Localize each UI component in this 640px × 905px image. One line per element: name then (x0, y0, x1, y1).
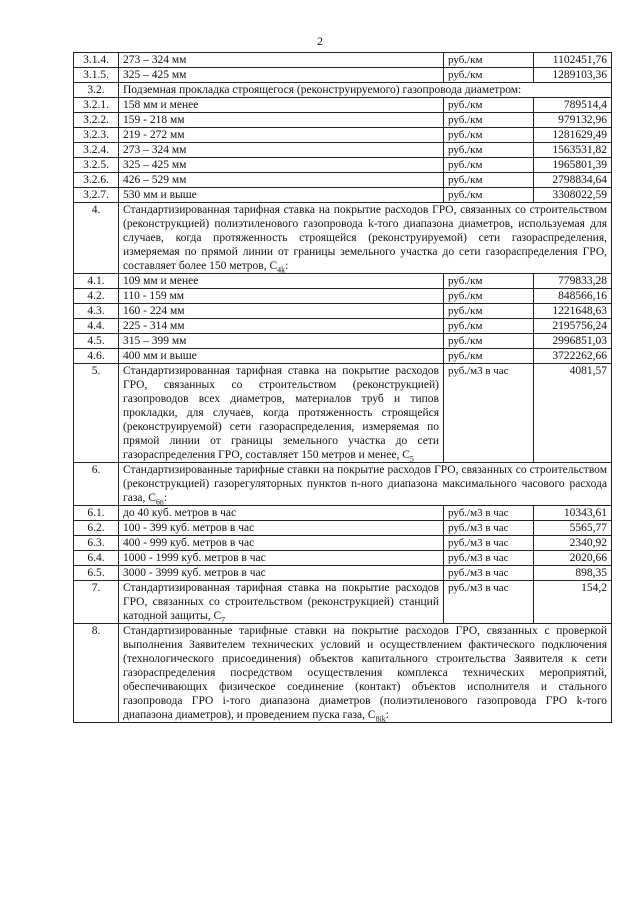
row-value: 4081,57 (534, 364, 612, 463)
table-row (74, 521, 612, 536)
row-number: 4.6. (74, 349, 119, 364)
section-row-7 (74, 581, 612, 624)
table-row (74, 274, 612, 289)
table-row (74, 128, 612, 143)
row-number: 3.2.6. (74, 173, 119, 188)
row-unit: руб./км (444, 349, 534, 364)
rate-symbol-subscript: 7 (221, 615, 226, 625)
row-unit: руб./км (444, 334, 534, 349)
section-row-6 (74, 463, 612, 506)
row-value: 2996851,03 (534, 334, 612, 349)
row-name: 400 мм и выше (119, 349, 444, 364)
row-name: 426 – 529 мм (119, 173, 444, 188)
section-number: 5. (74, 364, 119, 463)
row-unit: руб./м3 в час (444, 536, 534, 551)
row-unit: руб./км (444, 188, 534, 203)
table-row (74, 188, 612, 203)
table-row (74, 304, 612, 319)
row-name: 109 мм и менее (119, 274, 444, 289)
table-row (74, 536, 612, 551)
table-row (74, 566, 612, 581)
section-text: Стандартизированные тарифные ставки на покрытие расходов ГРО, связанных с проверкой выполнения Заявителем технических условий и осуществлением фактического подключения (технологического присоединения) объектов капитального строительства Заявителя к сети газораспределения посредством осуществления комплекса технических мероприятий, обеспечивающих физическое соединение (контакт) объектов исполнителя и стального газопровода ГРО i-того диапазона диаметров (полиэтиленового газопровода ГРО k-того диапазона диаметров), и проведением пуска газа, С (123, 625, 607, 721)
row-value: 2340,92 (534, 536, 612, 551)
row-value: 1563531,82 (534, 143, 612, 158)
section-number: 6. (74, 463, 119, 506)
table-row (74, 158, 612, 173)
row-name: 110 - 159 мм (119, 289, 444, 304)
section-suffix: : (385, 709, 389, 721)
row-unit: руб./км (444, 304, 534, 319)
section-row-4 (74, 203, 612, 274)
row-unit: руб./км (444, 289, 534, 304)
rate-symbol-subscript: 6n (155, 497, 164, 507)
table-row (74, 289, 612, 304)
row-unit: руб./м3 в час (444, 566, 534, 581)
row-value: 1281629,49 (534, 128, 612, 143)
section-paragraph (119, 203, 612, 274)
row-value: 1965801,39 (534, 158, 612, 173)
row-value: 1221648,63 (534, 304, 612, 319)
row-number: 4.5. (74, 334, 119, 349)
row-value: 1289103,36 (534, 68, 612, 83)
row-number: 3.2.7. (74, 188, 119, 203)
row-name: 3000 - 3999 куб. метров в час (119, 566, 444, 581)
row-value: 3308022,59 (534, 188, 612, 203)
row-value: 1102451,76 (534, 53, 612, 68)
section-paragraph (119, 581, 444, 624)
table-row (74, 506, 612, 521)
row-unit: руб./км (444, 158, 534, 173)
section-number: 8. (74, 624, 119, 723)
table-row (74, 334, 612, 349)
row-value: 848566,16 (534, 289, 612, 304)
rate-symbol-subscript: 5 (409, 454, 414, 464)
row-unit: руб./км (444, 274, 534, 289)
section-suffix: : (163, 492, 168, 504)
section-text: Стандартизированная тарифная ставка на покрытие расходов ГРО, связанных со строительством (реконструкцией) полиэтиленового газопровода k-того диапазона диаметров, используемая для случаев, когда протяженность строящейся (реконструируемой) сети газораспределения, измеряемая по прямой линии от границы земельного участка до сети газораспределения ГРО, составляет более 150 метров, С (123, 204, 607, 272)
section-paragraph (119, 463, 612, 506)
row-name: 1000 - 1999 куб. метров в час (119, 551, 444, 566)
table-row (74, 113, 612, 128)
row-value: 779833,28 (534, 274, 612, 289)
row-number: 3.1.4. (74, 53, 119, 68)
row-name: 225 - 314 мм (119, 319, 444, 334)
row-number: 6.5. (74, 566, 119, 581)
row-unit: руб./м3 в час (444, 521, 534, 536)
row-name: 400 - 999 куб. метров в час (119, 536, 444, 551)
row-name: 273 – 324 мм (119, 143, 444, 158)
section-row-5 (74, 364, 612, 463)
row-number: 3.2.3. (74, 128, 119, 143)
row-unit: руб./км (444, 319, 534, 334)
page-number: 2 (317, 34, 323, 48)
section-number: 4. (74, 203, 119, 274)
section-paragraph (119, 624, 612, 723)
section-text: Стандартизированные тарифные ставки на покрытие расходов ГРО, связанных со строительством (реконструкцией) газорегуляторных пунктов n-ного диапазона максимального часового расхода газа, С (123, 464, 607, 504)
section-row-8 (74, 624, 612, 723)
row-number: 3.2.5. (74, 158, 119, 173)
row-name: 160 - 224 мм (119, 304, 444, 319)
section-text: Стандартизированная тарифная ставка на покрытие расходов ГРО, связанных со строительством (реконструкцией) станций катодной защиты, С (123, 582, 439, 622)
row-name: 219 - 272 мм (119, 128, 444, 143)
row-value: 10343,61 (534, 506, 612, 521)
row-name: 530 мм и выше (119, 188, 444, 203)
table-row (74, 349, 612, 364)
row-name: до 40 куб. метров в час (119, 506, 444, 521)
section-row-3-2 (74, 83, 612, 98)
section-paragraph (119, 364, 444, 463)
row-value: 2195756,24 (534, 319, 612, 334)
table-row (74, 319, 612, 334)
row-number: 6.3. (74, 536, 119, 551)
row-name: 325 – 425 мм (119, 158, 444, 173)
row-value: 2020,66 (534, 551, 612, 566)
row-number: 3.2.4. (74, 143, 119, 158)
row-unit: руб./км (444, 113, 534, 128)
table-row (74, 98, 612, 113)
row-value: 2798834,64 (534, 173, 612, 188)
row-value: 898,35 (534, 566, 612, 581)
row-value: 5565,77 (534, 521, 612, 536)
row-value: 979132,96 (534, 113, 612, 128)
row-name: 159 - 218 мм (119, 113, 444, 128)
row-number: 3.2.1. (74, 98, 119, 113)
table-row (74, 173, 612, 188)
row-unit: руб./м3 в час (444, 364, 534, 463)
row-unit: руб./км (444, 143, 534, 158)
table-row (74, 53, 612, 68)
rate-symbol-subscript: 8ik (375, 714, 386, 724)
row-number: 3.1.5. (74, 68, 119, 83)
row-value: 154,2 (534, 581, 612, 624)
rate-symbol-subscript: 4k (277, 265, 286, 275)
tariff-table (73, 52, 612, 723)
section-number: 7. (74, 581, 119, 624)
row-name: 325 – 425 мм (119, 68, 444, 83)
row-unit: руб./м3 в час (444, 506, 534, 521)
row-number: 6.4. (74, 551, 119, 566)
row-unit: руб./м3 в час (444, 551, 534, 566)
row-unit: руб./км (444, 173, 534, 188)
row-name: 100 - 399 куб. метров в час (119, 521, 444, 536)
row-value: 3722262,66 (534, 349, 612, 364)
row-number: 6.1. (74, 506, 119, 521)
row-name: 158 мм и менее (119, 98, 444, 113)
row-number: 4.1. (74, 274, 119, 289)
row-name: 315 – 399 мм (119, 334, 444, 349)
row-unit: руб./км (444, 128, 534, 143)
section-suffix: : (285, 260, 289, 272)
section-number: 3.2. (74, 83, 119, 98)
row-unit: руб./м3 в час (444, 581, 534, 624)
row-unit: руб./км (444, 68, 534, 83)
row-number: 3.2.2. (74, 113, 119, 128)
row-value: 789514,4 (534, 98, 612, 113)
table-row (74, 551, 612, 566)
row-unit: руб./км (444, 53, 534, 68)
section-text: Стандартизированная тарифная ставка на покрытие расходов ГРО, связанных со строительством (реконструкцией) газопроводов всех диаметров, материалов труб и типов прокладки, для случаев, когда протяженность строящейся (реконструируемой) сети газораспределения, измеряемая по прямой линии от границы земельного участка до сети газораспределения ГРО, составляет 150 метров и менее, С (123, 365, 439, 461)
row-number: 4.2. (74, 289, 119, 304)
row-number: 4.3. (74, 304, 119, 319)
section-heading: Подземная прокладка строящегося (реконструируемого) газопровода диаметром: (119, 83, 612, 98)
row-unit: руб./км (444, 98, 534, 113)
row-name: 273 – 324 мм (119, 53, 444, 68)
table-row (74, 143, 612, 158)
table-row (74, 68, 612, 83)
row-number: 4.4. (74, 319, 119, 334)
row-number: 6.2. (74, 521, 119, 536)
